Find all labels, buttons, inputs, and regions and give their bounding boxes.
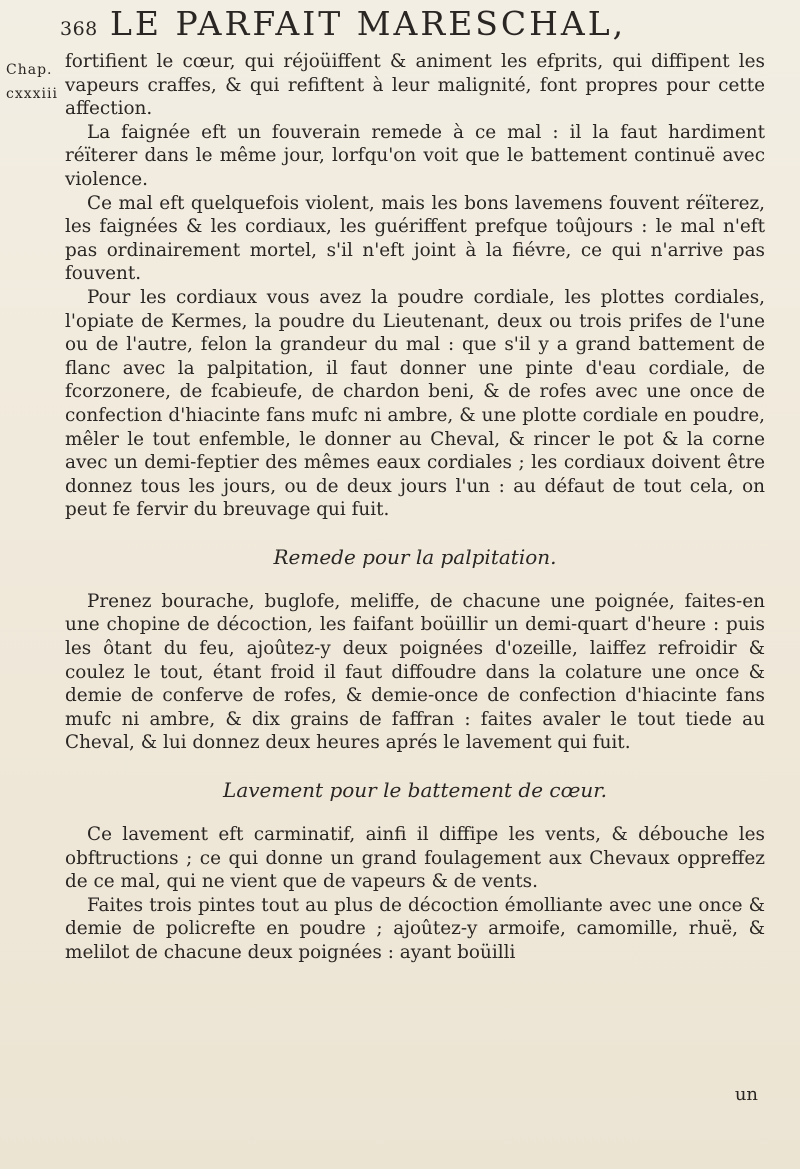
- margin-chap-number: cxxxiii: [6, 86, 58, 102]
- paragraph: Ce mal eft quelquefois violent, mais les bons lavemens fouvent réïterez, les faignées & les cordiaux, les guériffent prefque toûjours : le mal n'eft pas ordinairement mortel, s'il n'eft joint à la fiévre, ce qui n'arrive pas fouvent.: [65, 192, 765, 285]
- page-number: 368: [60, 18, 98, 40]
- paragraph: Faites trois pintes tout au plus de décoction émolliante avec une once & demie de policrefte en poudre ; ajoûtez-y armoife, camomille, rhuë, & melilot de chacune deux poignées : ayant boüilli: [65, 894, 765, 963]
- paragraph: La faignée eft un fouverain remede à ce mal : il la faut hardiment réïterer dans le même jour, lorfqu'on voit que le battement continuë avec violence.: [65, 121, 765, 190]
- body-text: [65, 50, 765, 965]
- margin-chapter-note: [6, 58, 60, 106]
- section-title-lavement: Lavement pour le battement de cœur.: [223, 778, 607, 803]
- paragraph: Prenez bourache, buglofe, meliffe, de chacune une poignée, faites-en une chopine de décoction, les faifant boüillir un demi-quart d'heure : puis les ôtant du feu, ajoûtez-y deux poignées d'ozeille, laiffez refroidir & coulez le tout, étant froid il faut diffoudre dans la colature une once & demie de conferve de rofes, & demie-once de confection d'hiacinte fans mufc ni ambre, & dix grains de faffran : faites avaler le tout tiede au Cheval, & lui donnez deux heures aprés le lavement qui fuit.: [65, 590, 765, 754]
- paragraph: Pour les cordiaux vous avez la poudre cordiale, les plottes cordiales, l'opiate de Kermes, la poudre du Lieutenant, deux ou trois prifes de l'une ou de l'autre, felon la grandeur du mal : que s'il y a grand battement de flanc avec la palpitation, il faut donner une pinte d'eau cordiale, de fcorzonere, de fcabieufe, de chardon beni, & de rofes avec une once de confection d'hiacinte fans mufc ni ambre, & une plotte cordiale en poudre, mêler le tout enfemble, le donner au Cheval, & rincer le pot & la corne avec un demi-feptier des mêmes eaux cordiales ; les cordiaux doivent être donnez tous les jours, ou de deux jours l'un : au défaut de tout cela, on peut fe fervir du breuvage qui fuit.: [65, 286, 765, 521]
- section-title-palpitation: Remede pour la palpitation.: [273, 544, 557, 569]
- paragraph: fortifient le cœur, qui réjoüiffent & animent les efprits, qui diffipent les vapeurs craffes, & qui refiftent à leur malignité, font propres pour cette affection.: [65, 51, 765, 120]
- catchword: un: [734, 1084, 758, 1105]
- margin-chap-label: Chap.: [6, 62, 53, 78]
- running-title: LE PARFAIT MARESCHAL,: [110, 4, 627, 43]
- paragraph: Ce lavement eft carminatif, ainfi il diffipe les vents, & débouche les obftructions ; ce qui donne un grand foulagement aux Chevaux oppreffez de ce mal, qui ne vient que de vapeurs & de vents.: [65, 824, 765, 893]
- page-header: [60, 4, 760, 44]
